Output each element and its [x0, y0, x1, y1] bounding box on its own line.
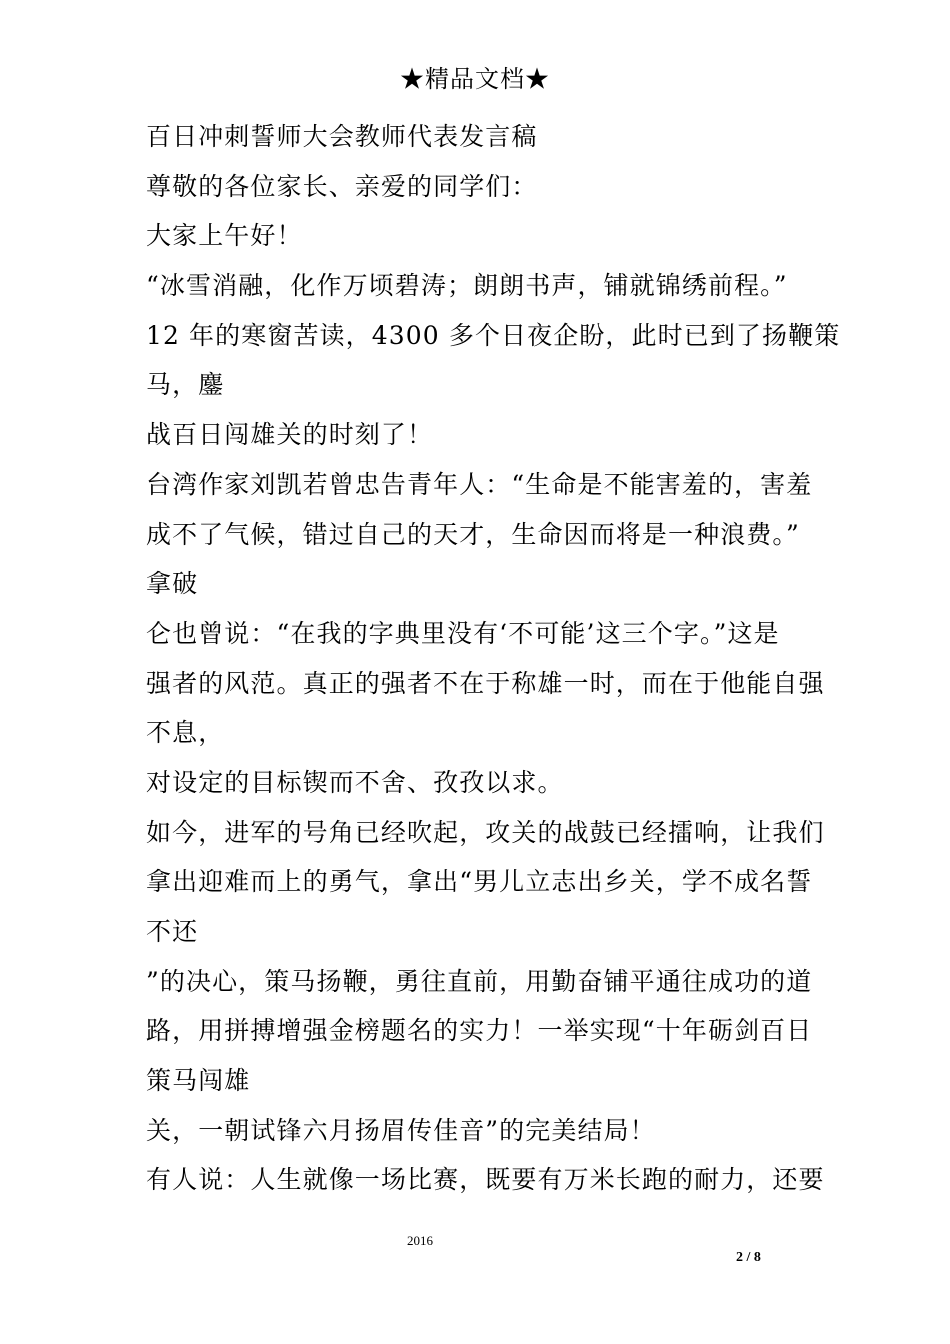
- text-line: 战百日闯雄关的时刻了！: [146, 420, 434, 450]
- text-line: 不息，: [146, 718, 225, 748]
- text-line: 12 年的寒窗苦读，4300 多个日夜企盼，此时已到了扬鞭策: [146, 320, 841, 350]
- text-line: 拿破: [146, 569, 199, 599]
- text-line: 大家上午好！: [146, 221, 303, 251]
- text-line: “冰雪消融，化作万顷碧涛；朗朗书声，铺就锦绣前程。”: [146, 271, 788, 301]
- text-line: 对设定的目标锲而不舍、孜孜以求。: [146, 767, 564, 797]
- text-line: 仑也曾说：“在我的字典里没有‘不可能’这三个字。”这是: [146, 618, 780, 648]
- footer-year: 2016: [407, 1233, 433, 1248]
- page-number: 2 / 8: [736, 1250, 761, 1265]
- document-body: [146, 112, 841, 1205]
- text-line: 有人说：人生就像一场比赛，既要有万米长跑的耐力，还要: [146, 1165, 825, 1195]
- text-line: 拿出迎难而上的勇气，拿出“男儿立志出乡关，学不成名誓: [146, 867, 813, 897]
- text-line: 路，用拼搏增强金榜题名的实力！一举实现“十年砺剑百日: [146, 1016, 813, 1046]
- text-line: 强者的风范。真正的强者不在于称雄一时，而在于他能自强: [146, 668, 825, 698]
- text-line: 关，一朝试锋六月扬眉传佳音”的完美结局！: [146, 1115, 656, 1145]
- text-line: ”的决心，策马扬鞭，勇往直前，用勤奋铺平通往成功的道: [146, 966, 813, 996]
- text-line: 成不了气候，错过自己的天才，生命因而将是一种浪费。”: [146, 519, 800, 549]
- document-header-title: ★精品文档★: [400, 65, 550, 93]
- text-line: 尊敬的各位家长、亲爱的同学们：: [146, 171, 538, 201]
- text-line: 如今，进军的号角已经吹起，攻关的战鼓已经擂响，让我们: [146, 817, 825, 847]
- text-line: 策马闯雄: [146, 1066, 251, 1096]
- text-line: 台湾作家刘凯若曾忠告青年人：“生命是不能害羞的，害羞: [146, 469, 813, 499]
- text-line: 百日冲刺誓师大会教师代表发言稿: [146, 122, 538, 151]
- text-line: 不还: [146, 917, 199, 946]
- text-line: 马，鏖: [146, 370, 225, 400]
